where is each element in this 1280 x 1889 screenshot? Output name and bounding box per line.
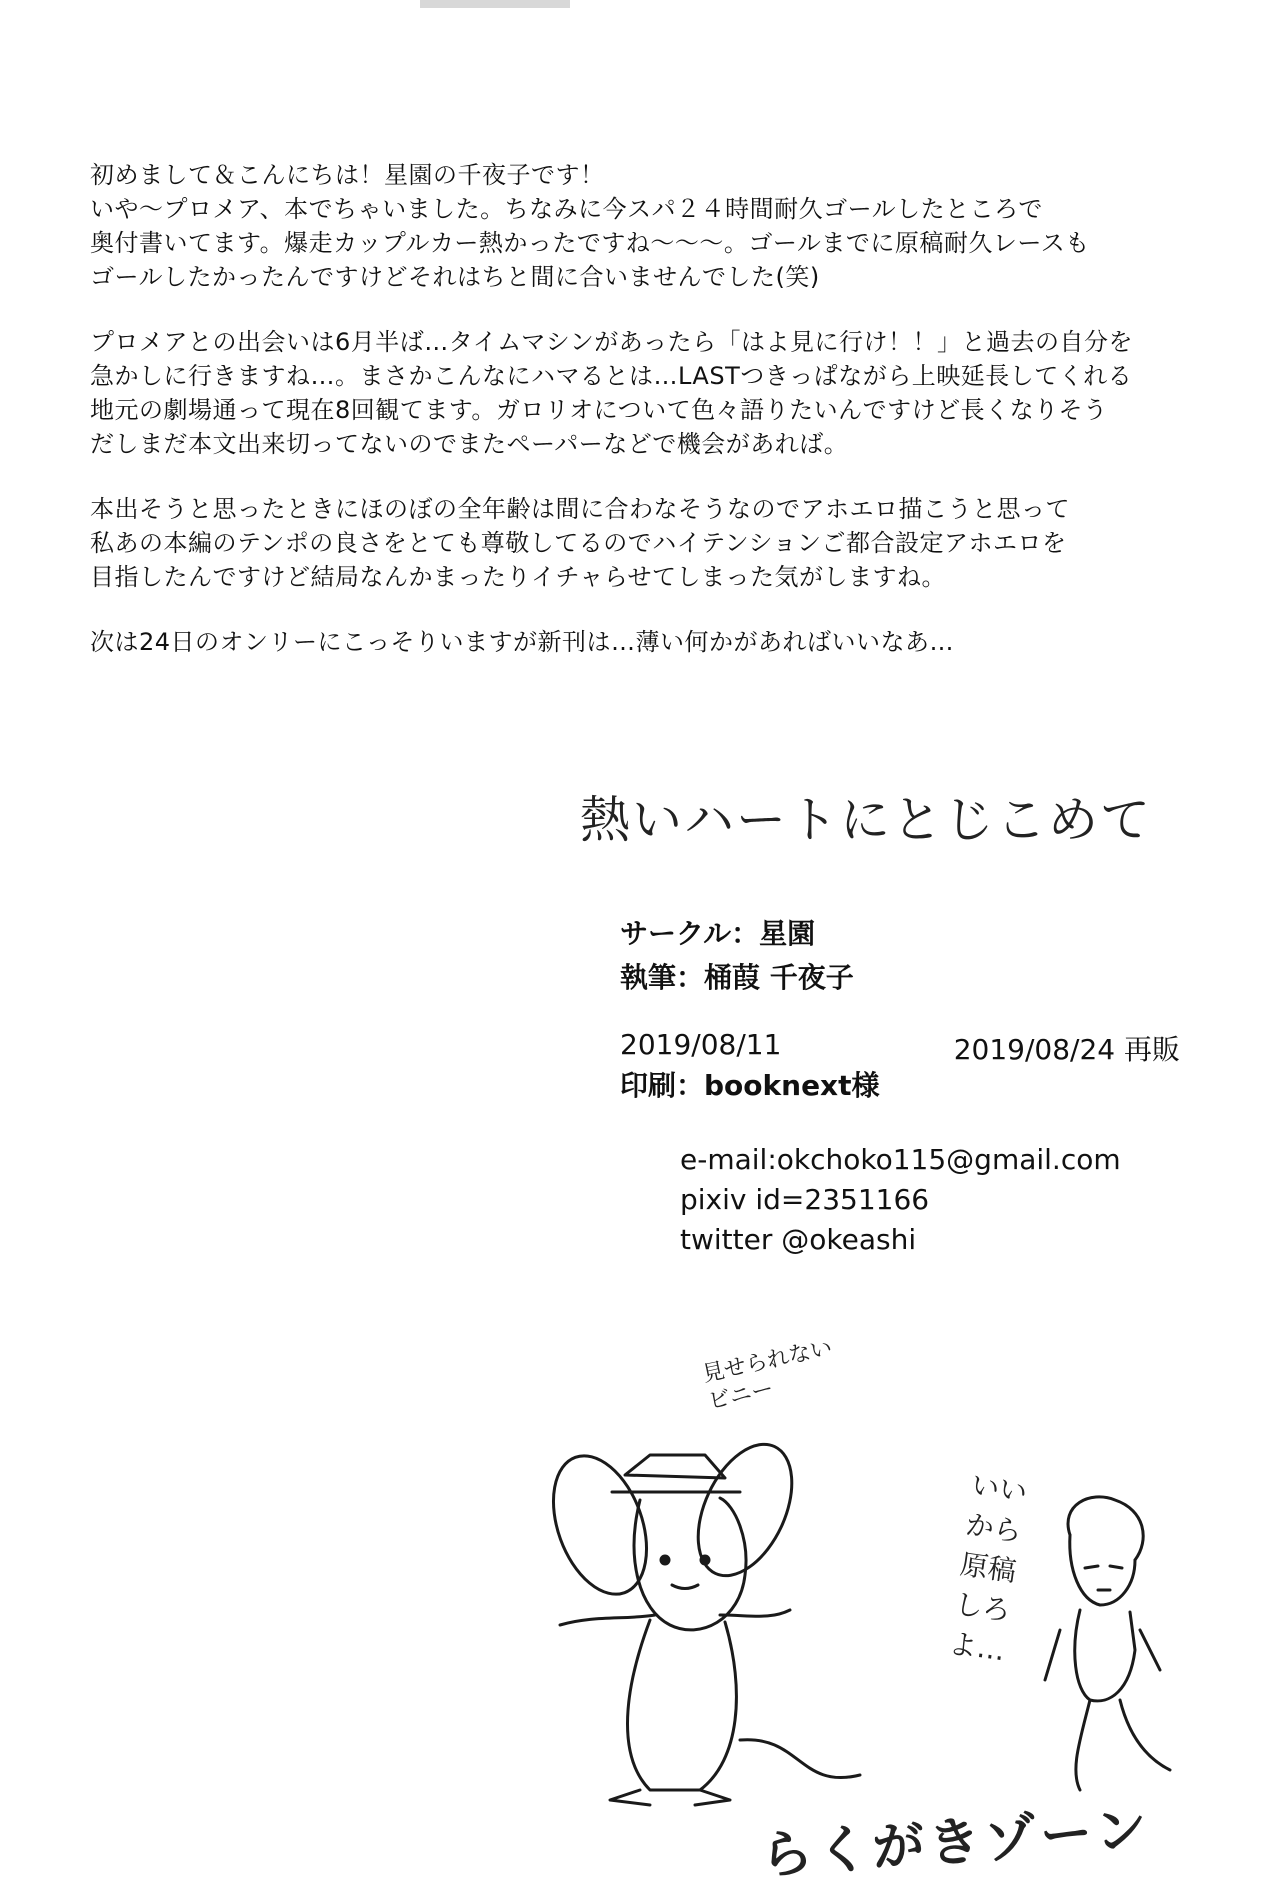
first-edition-date: 2019/08/11 — [620, 1028, 782, 1061]
scribble-zone-label: らくがきゾーン — [758, 1799, 1153, 1887]
text-line: ゴールしたかったんですけどそれはちと間に合いませんでした(笑) — [90, 263, 820, 291]
text-line: 急かしに行きますね…。まさかこんなにハマるとは…LASTつきっぱながら上映延長してくれる — [90, 362, 1133, 390]
text-line: 私あの本編のテンポの良さをとても尊敬してるのでハイテンションご都合設定アホエロを — [90, 529, 1067, 557]
mouse-sketch — [536, 1430, 860, 1805]
email-address: e-mail:okchoko115@gmail.com — [680, 1143, 1121, 1176]
text-line: だしまだ本文出来切ってないのでまたペーパーなどで機会があれば。 — [90, 430, 849, 458]
text-line: プロメアとの出会いは6月半ば…タイムマシンがあったら「はよ見に行け！！」と過去の自分を — [90, 328, 1133, 356]
text-line: 目指したんですけど結局なんかまったりイチャらせてしまった気がしますね。 — [90, 563, 947, 591]
text-line: 次は24日のオンリーにこっそりいますが新刊は…薄い何かがあればいいなあ… — [90, 628, 955, 656]
text-line: 奥付書いてます。爆走カップルカー熱かったですね～～～。ゴールまでに原稿耐久レースも — [90, 229, 1090, 257]
book-title: 熱いハートにとじこめて — [580, 791, 1152, 849]
text-line: 地元の劇場通って現在8回観てます。ガロリオについて色々語りたいんですけど長くなりそう — [90, 396, 1108, 424]
reprint-date: 2019/08/24 再販 — [953, 1033, 1180, 1066]
text-line: 本出そうと思ったときにほのぼの全年齢は間に合わなそうなのでアホエロ描こうと思って — [90, 495, 1070, 523]
pixiv-id: pixiv id=2351166 — [680, 1183, 930, 1216]
circle-name: サークル：星園 — [620, 917, 816, 950]
girl-sketch — [1045, 1497, 1170, 1790]
note-line: 見せられない — [700, 1335, 835, 1388]
text-line: いや～プロメア、本でちゃいました。ちなみに今スパ２４時間耐久ゴールしたところで — [90, 195, 1043, 223]
doodle-note-girl: いいから原稿しろよ… — [947, 1468, 1030, 1668]
note-line: ビニー — [706, 1376, 776, 1415]
twitter-handle: twitter @okeashi — [680, 1223, 917, 1256]
printer-name: 印刷：booknext様 — [620, 1069, 880, 1102]
author-name: 執筆：桶葭 千夜子 — [620, 961, 854, 994]
text-line: 初めまして＆こんにちは！星園の千夜子です！ — [90, 161, 605, 189]
